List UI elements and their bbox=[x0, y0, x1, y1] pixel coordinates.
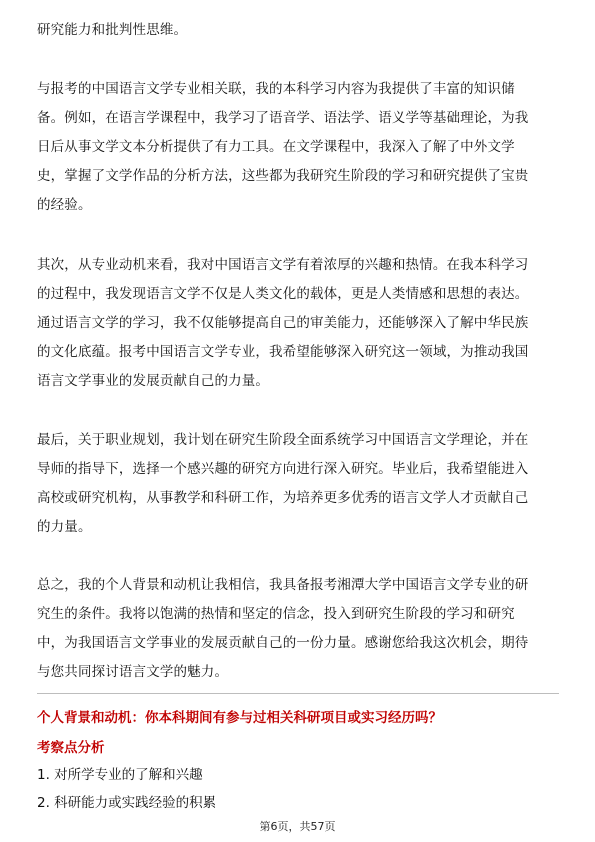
paragraph-1 bbox=[37, 16, 562, 45]
analysis-point: 2. 科研能力或实践经验的积累 bbox=[37, 795, 217, 811]
paragraph-4 bbox=[37, 426, 562, 542]
section-divider bbox=[37, 693, 559, 694]
text-line: 备。例如，在语言学课程中，我学习了语音学、语法学、语义学等基础理论，为我 bbox=[37, 110, 529, 126]
text-line: 史，掌握了文学作品的分析方法，这些都为我研究生阶段的学习和研究提供了宝贵 bbox=[37, 168, 529, 184]
text-line: 其次，从专业动机来看，我对中国语言文学有着浓厚的兴趣和热情。在我本科学习 bbox=[37, 257, 529, 273]
paragraph-2 bbox=[37, 75, 562, 220]
text-line: 语言文学事业的发展贡献自己的力量。 bbox=[37, 373, 270, 389]
analysis-heading: 考察点分析 bbox=[37, 740, 105, 756]
text-line: 究生的条件。我将以饱满的热情和坚定的信念，投入到研究生阶段的学习和研究 bbox=[37, 606, 515, 622]
analysis-point: 1. 对所学专业的了解和兴趣 bbox=[37, 767, 203, 783]
text-line: 的经验。 bbox=[37, 197, 92, 213]
paragraph-3 bbox=[37, 251, 562, 396]
text-line: 中，为我国语言文学事业的发展贡献自己的一份力量。感谢您给我这次机会，期待 bbox=[37, 635, 529, 651]
text-line: 最后，关于职业规划，我计划在研究生阶段全面系统学习中国语言文学理论，并在 bbox=[37, 432, 529, 448]
text-line: 导师的指导下，选择一个感兴趣的研究方向进行深入研究。毕业后，我希望能进入 bbox=[37, 461, 529, 477]
text-line: 的力量。 bbox=[37, 519, 92, 535]
text-line: 通过语言文学的学习，我不仅能够提高自己的审美能力，还能够深入了解中华民族 bbox=[37, 315, 529, 331]
interview-question: 个人背景和动机：你本科期间有参与过相关科研项目或实习经历吗？ bbox=[37, 710, 442, 726]
text-line: 的文化底蕴。报考中国语言文学专业，我希望能够深入研究这一领域，为推动我国 bbox=[37, 344, 529, 360]
text-line: 研究能力和批判性思维。 bbox=[37, 22, 188, 38]
text-line: 与您共同探讨语言文学的魅力。 bbox=[37, 664, 229, 680]
text-line: 日后从事文学文本分析提供了有力工具。在文学课程中，我深入了解了中外文学 bbox=[37, 139, 515, 155]
text-line: 总之，我的个人背景和动机让我相信，我具备报考湘潭大学中国语言文学专业的研 bbox=[37, 577, 529, 593]
page-number: 第6页，共57页 bbox=[259, 820, 336, 833]
paragraph-5 bbox=[37, 571, 562, 687]
text-line: 高校或研究机构，从事教学和科研工作，为培养更多优秀的语言文学人才贡献自己 bbox=[37, 490, 529, 506]
text-line: 的过程中，我发现语言文学不仅是人类文化的载体，更是人类情感和思想的表达。 bbox=[37, 286, 529, 302]
text-line: 与报考的中国语言文学专业相关联，我的本科学习内容为我提供了丰富的知识储 bbox=[37, 81, 515, 97]
